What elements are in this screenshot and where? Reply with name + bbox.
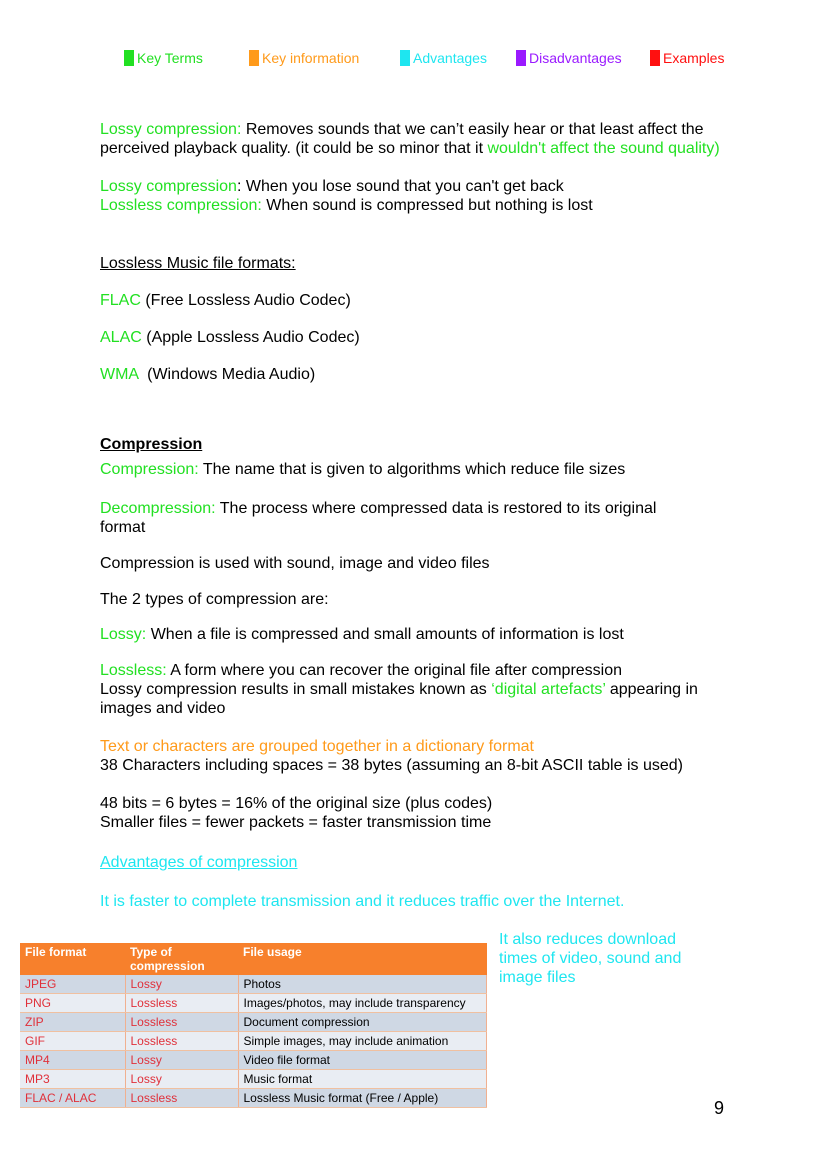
table-cell: FLAC / ALAC — [20, 1089, 125, 1108]
formats-heading: Lossless Music file formats: — [100, 255, 296, 272]
table-cell: Lossy — [125, 1070, 238, 1089]
text: (Free Lossless Audio Codec) — [140, 292, 351, 309]
compression-heading: Compression — [100, 436, 203, 453]
text: When a file is compressed and small amounts of information is lost — [146, 626, 624, 643]
table-cell: Lossless — [125, 1013, 238, 1032]
dictionary-info: Text or characters are grouped together in a dictionary format — [100, 738, 534, 755]
color-swatch-icon — [516, 50, 526, 66]
table-cell: Simple images, may include animation — [238, 1032, 487, 1051]
legend-label: Examples — [663, 50, 725, 66]
legend-label: Disadvantages — [529, 50, 622, 66]
key-term: ALAC — [100, 329, 142, 346]
legend-item — [124, 49, 203, 67]
key-term: FLAC — [100, 292, 141, 309]
header-cell: File usage — [238, 943, 487, 975]
file-format-table — [20, 943, 487, 1108]
compression-uses: Compression is used with sound, image and video files — [100, 555, 490, 572]
table-cell: Lossless — [125, 994, 238, 1013]
table-row — [20, 1032, 487, 1051]
key-term: Lossless compression: — [100, 197, 262, 214]
legend-item — [400, 49, 487, 67]
header-cell: Type of compression — [125, 943, 238, 975]
table-cell: Video file format — [238, 1051, 487, 1070]
text: When sound is compressed but nothing is lost — [261, 197, 593, 214]
table-cell: JPEG — [20, 975, 125, 994]
compression-types: The 2 types of compression are: — [100, 591, 329, 608]
format-flac — [100, 291, 740, 310]
advantage-1: It is faster to complete transmission and it reduces traffic over the Internet. — [100, 893, 625, 910]
text: Lossy compression results in small mistakes known as — [100, 681, 492, 698]
table-header — [20, 943, 487, 975]
table-cell: Lossless Music format (Free / Apple) — [238, 1089, 487, 1108]
advantage-2: It also reduces download times of video, sound and image files — [499, 931, 682, 986]
key-term: WMA — [100, 366, 139, 383]
format-wma — [100, 365, 740, 384]
legend-label: Key information — [262, 50, 360, 66]
color-swatch-icon — [124, 50, 134, 66]
legend-item — [650, 49, 724, 67]
smaller-files-info: Smaller files = fewer packets = faster transmission time — [100, 814, 492, 831]
table-cell: PNG — [20, 994, 125, 1013]
header-cell: File format — [20, 943, 125, 975]
table-cell: ZIP — [20, 1013, 125, 1032]
table-cell: Music format — [238, 1070, 487, 1089]
table-row — [20, 994, 487, 1013]
text: Removes sounds that we can’t easily hear or that least affect the perceived playback quality. (it could be so minor that it — [100, 121, 704, 157]
key-term: Lossless: — [100, 662, 167, 679]
legend-label: Key Terms — [137, 50, 203, 66]
page-number: 9 — [714, 1098, 725, 1118]
table-cell: Lossy — [125, 975, 238, 994]
table-cell: MP3 — [20, 1070, 125, 1089]
legend-item — [249, 49, 359, 67]
text: (Apple Lossless Audio Codec) — [141, 329, 360, 346]
text: The process where compressed data is restored to its original format — [100, 500, 657, 536]
key-term: ‘digital artefacts’ — [491, 681, 606, 698]
key-term: Lossy compression: — [100, 121, 242, 138]
table-row — [20, 975, 487, 994]
compression-definition — [100, 460, 740, 479]
table-row — [20, 1013, 487, 1032]
key-term: wouldn't affect the sound quality) — [487, 140, 720, 157]
text: (Windows Media Audio) — [138, 366, 316, 383]
bits-info: 48 bits = 6 bytes = 16% of the original size (plus codes) — [100, 795, 493, 812]
table-cell: MP4 — [20, 1051, 125, 1070]
color-swatch-icon — [249, 50, 259, 66]
table-cell: Images/photos, may include transparency — [238, 994, 487, 1013]
legend-label: Advantages — [413, 50, 487, 66]
decompression-definition — [100, 499, 700, 537]
text: : When you lose sound that you can't get back — [236, 178, 564, 195]
text: The name that is given to algorithms which reduce file sizes — [198, 461, 626, 478]
text: appearing in images and video — [100, 681, 698, 717]
legend-item — [516, 49, 622, 67]
table-row — [20, 1051, 487, 1070]
digital-artefacts — [100, 680, 730, 718]
lossless-definition — [100, 196, 740, 215]
color-swatch-icon — [400, 50, 410, 66]
key-term: Compression: — [100, 461, 199, 478]
key-term: Lossy: — [100, 626, 147, 643]
color-swatch-icon — [650, 50, 660, 66]
advantages-heading: Advantages of compression — [100, 854, 298, 871]
table-cell: Photos — [238, 975, 487, 994]
table-cell: Lossless — [125, 1032, 238, 1051]
lossy-definition — [100, 120, 740, 158]
table-cell: Document compression — [238, 1013, 487, 1032]
table-cell: Lossy — [125, 1051, 238, 1070]
text: A form where you can recover the original file after compression — [166, 662, 623, 679]
key-term: Lossy compression — [100, 178, 237, 195]
bytes-info: 38 Characters including spaces = 38 bytes (assuming an 8-bit ASCII table is used) — [100, 757, 683, 774]
table-row — [20, 1089, 487, 1108]
table-row — [20, 1070, 487, 1089]
lossy-type — [100, 625, 740, 644]
table-cell: Lossless — [125, 1089, 238, 1108]
lossless-type — [100, 661, 740, 680]
format-alac — [100, 328, 740, 347]
lossy-definition-2 — [100, 177, 740, 196]
table-cell: GIF — [20, 1032, 125, 1051]
key-term: Decompression: — [100, 500, 216, 517]
